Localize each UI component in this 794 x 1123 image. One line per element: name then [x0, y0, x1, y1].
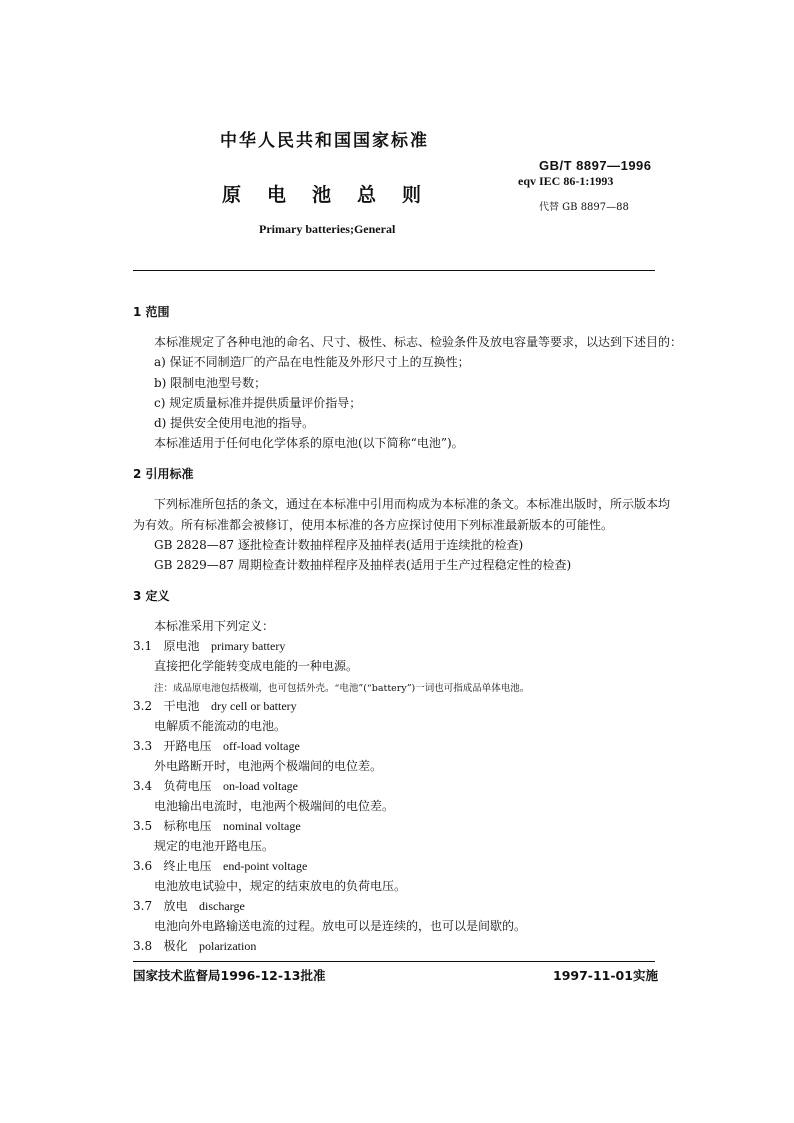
reference-item: GB 2828—87 逐批检查计数抽样程序及抽样表(适用于连续批的检查) [154, 538, 524, 552]
definition-3-6 [133, 857, 307, 874]
document-title: 原电池总则 [222, 184, 448, 206]
header-divider [133, 270, 655, 271]
definition-3-4 [133, 777, 298, 794]
definition-3-5 [133, 817, 301, 834]
standard-code: GB/T 8897—1996 [539, 158, 652, 173]
definition-3-8 [133, 937, 256, 954]
section-1-scope: 本标准适用于任何电化学体系的原电池(以下简称“电池”)。 [154, 436, 464, 450]
definition-3-3 [133, 737, 300, 754]
section-3-heading: 3 定义 [133, 589, 170, 603]
list-item: d) 提供安全使用电池的指导。 [154, 416, 315, 430]
definition-term: 负荷电压 [163, 779, 212, 793]
definition-term-english: off-load voltage [223, 739, 300, 753]
definition-term-english: discharge [199, 899, 245, 913]
definition-text: 电池放电试验中，规定的结束放电的负荷电压。 [154, 879, 407, 893]
definition-text: 电池向外电路输送电流的过程。放电可以是连续的，也可以是间歇的。 [154, 919, 527, 933]
section-1-intro: 本标准规定了各种电池的命名、尺寸、极性、标志、检验条件及放电容量等要求，以达到下述目的： [154, 335, 683, 349]
reference-item: GB 2829—87 周期检查计数抽样程序及抽样表(适用于生产过程稳定性的检查) [154, 558, 572, 572]
definition-number: 3.4 [133, 779, 153, 793]
definition-number: 3.8 [133, 939, 153, 953]
definition-number: 3.6 [133, 859, 153, 873]
definition-term: 标称电压 [163, 819, 212, 833]
definition-term-english: dry cell or battery [211, 699, 297, 713]
definition-number: 3.7 [133, 899, 153, 913]
definition-text: 电池输出电流时，电池两个极端间的电位差。 [154, 799, 395, 813]
section-2-paragraph-line: 下列标准所包括的条文，通过在本标准中引用而构成为本标准的条文。本标准出版时，所示版本均 [154, 497, 671, 511]
definition-text: 直接把化学能转变成电能的一种电源。 [154, 659, 359, 673]
definition-term-english: on-load voltage [223, 779, 298, 793]
list-item: b) 限制电池型号数； [154, 376, 267, 390]
list-item: a) 保证不同制造厂的产品在电性能及外形尺寸上的互换性； [154, 355, 470, 369]
definition-term: 放电 [163, 899, 188, 913]
definition-term: 开路电压 [163, 739, 212, 753]
definition-term-english: polarization [199, 939, 257, 953]
definition-text: 外电路断开时，电池两个极端间的电位差。 [154, 759, 383, 773]
list-item: c) 规定质量标准并提供质量评价指导； [154, 396, 362, 410]
effective-date: 1997-11-01实施 [553, 968, 658, 983]
equivalent-standard: eqv IEC 86-1:1993 [518, 174, 614, 188]
definition-text: 电解质不能流动的电池。 [154, 719, 287, 733]
section-2-paragraph-line: 为有效。所有标准都会被修订，使用本标准的各方应探讨使用下列标准最新版本的可能性。 [133, 518, 614, 532]
definition-term: 干电池 [163, 699, 200, 713]
standard-name: 中华人民共和国国家标准 [220, 131, 429, 151]
replaces-standard: 代替 GB 8897—88 [539, 202, 629, 213]
footer-divider [133, 961, 655, 962]
definition-3-1 [133, 637, 285, 654]
definition-3-7 [133, 897, 245, 914]
document-title-english: Primary batteries;General [259, 222, 396, 236]
approval-date: 国家技术监督局1996-12-13批准 [133, 968, 326, 983]
section-2-heading: 2 引用标准 [133, 467, 194, 481]
definition-note: 注：成品原电池包括极端，也可包括外壳。“电池”(“battery”)一词也可指成品单体电池。 [154, 683, 530, 694]
section-3-intro: 本标准采用下列定义： [154, 619, 275, 633]
definition-number: 3.3 [133, 739, 153, 753]
definition-text: 规定的电池开路电压。 [154, 839, 275, 853]
definition-term: 终止电压 [163, 859, 212, 873]
definition-number: 3.1 [133, 639, 153, 653]
definition-term: 极化 [163, 939, 188, 953]
definition-number: 3.2 [133, 699, 153, 713]
definition-term-english: primary battery [211, 639, 286, 653]
section-1-heading: 1 范围 [133, 305, 170, 319]
definition-term-english: nominal voltage [223, 819, 301, 833]
definition-number: 3.5 [133, 819, 153, 833]
definition-term: 原电池 [163, 639, 200, 653]
definition-term-english: end-point voltage [223, 859, 308, 873]
definition-3-2 [133, 697, 297, 714]
